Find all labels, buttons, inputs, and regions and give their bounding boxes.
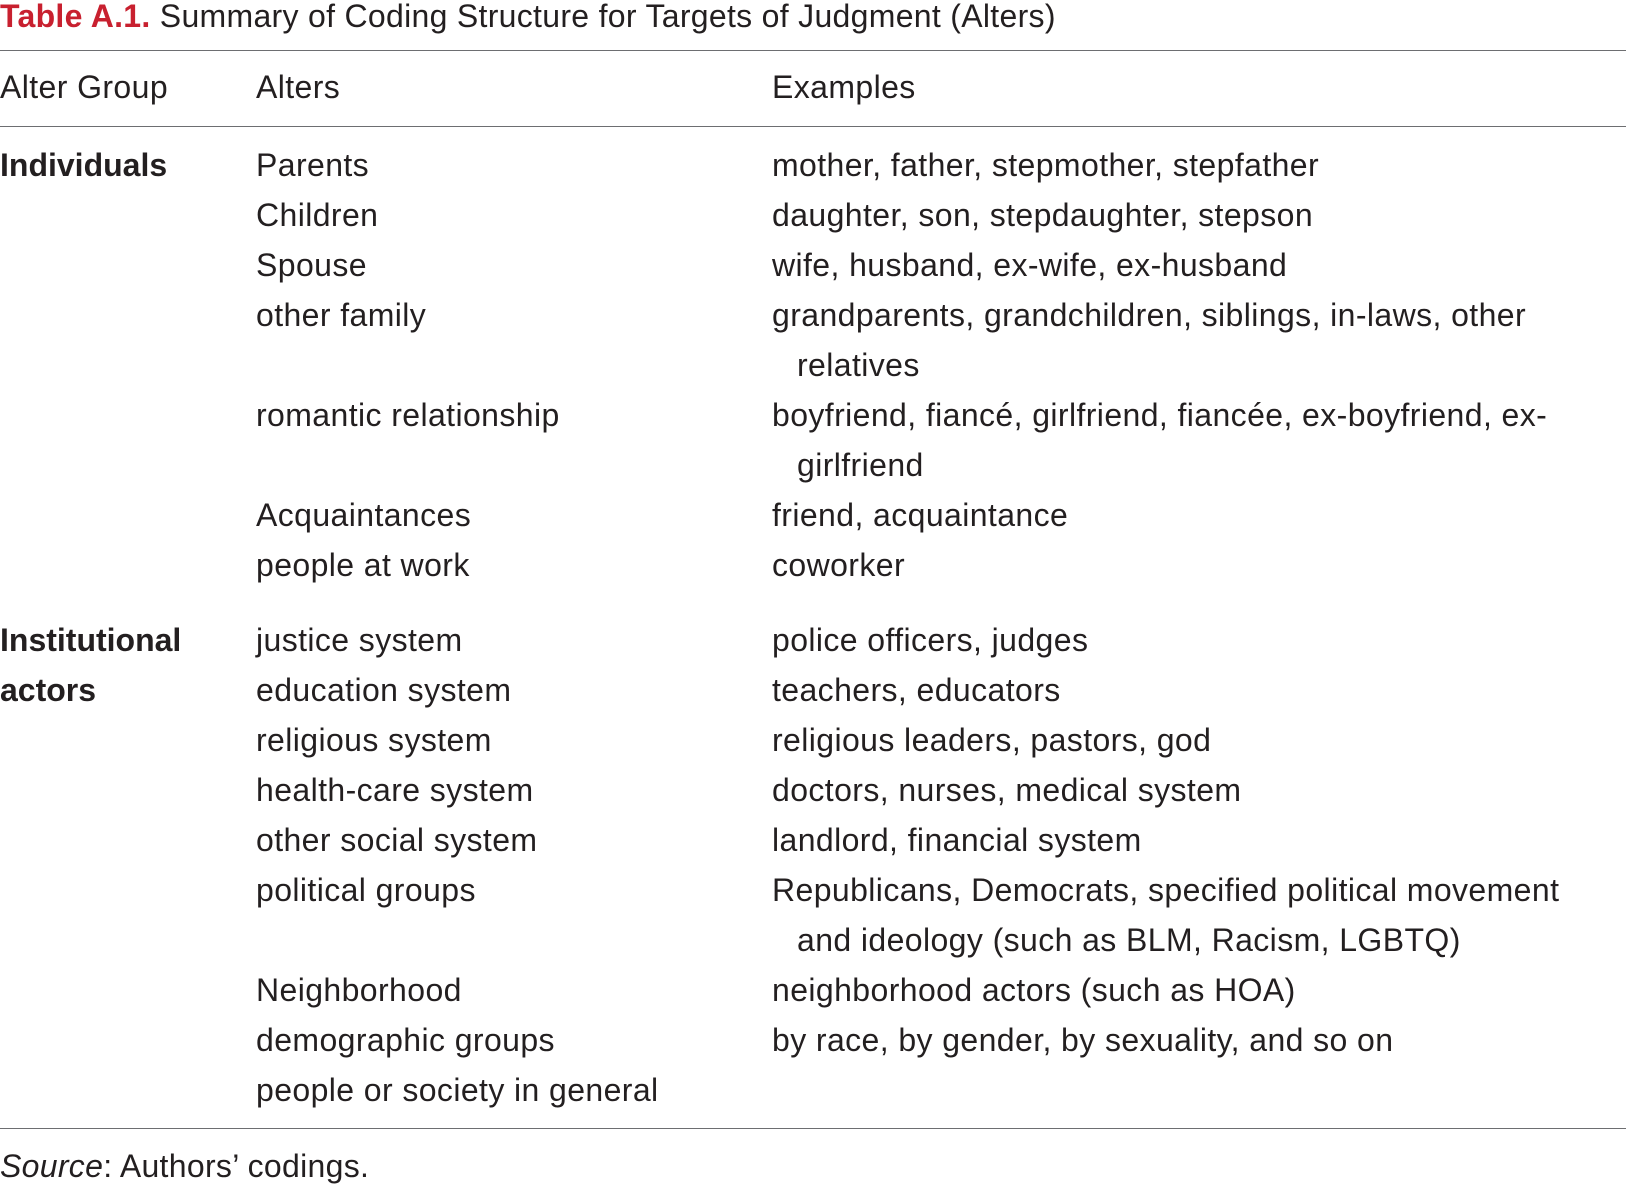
alter-cell: justice system: [256, 622, 463, 658]
alter-cell: demographic groups: [256, 1022, 555, 1058]
examples-cell: [772, 765, 1241, 815]
examples-line: coworker: [772, 547, 906, 583]
examples-cell: [772, 140, 1319, 190]
examples-cell: [772, 965, 1296, 1015]
examples-line: police officers, judges: [772, 622, 1089, 658]
examples-line: neighborhood actors (such as HOA): [772, 972, 1296, 1008]
alter-cell: political groups: [256, 872, 476, 908]
alter-group-label-line: Individuals: [0, 147, 168, 183]
examples-cell: [772, 815, 1142, 865]
examples-line: mother, father, stepmother, stepfather: [772, 147, 1320, 183]
examples-line: religious leaders, pastors, god: [772, 722, 1212, 758]
examples-line: doctors, nurses, medical system: [772, 772, 1242, 808]
alter-cell: Acquaintances: [256, 497, 472, 533]
examples-cell: [772, 240, 1287, 290]
alter-cell: Children: [256, 197, 379, 233]
examples-line: boyfriend, fiancé, girlfriend, fiancée, ex-boyfriend, ex-: [772, 397, 1548, 433]
examples-cell: [772, 865, 1559, 965]
examples-cell: [772, 540, 905, 590]
source-label: Source: [0, 1148, 104, 1184]
bottom-rule: [0, 1128, 1626, 1129]
examples-continuation-line: and ideology (such as BLM, Racism, LGBTQ): [797, 922, 1461, 958]
examples-cell: [772, 715, 1211, 765]
examples-line: grandparents, grandchildren, siblings, in-laws, other: [772, 297, 1527, 333]
table-caption: [0, 0, 1056, 44]
column-header-alters: Alters: [256, 69, 341, 105]
alter-cell: education system: [256, 672, 512, 708]
source-text: : Authors’ codings.: [103, 1148, 370, 1184]
alter-cell: Spouse: [256, 247, 367, 283]
alter-group-label: [0, 140, 167, 190]
alter-cell: other social system: [256, 822, 538, 858]
alter-cell: Parents: [256, 147, 370, 183]
examples-line: Republicans, Democrats, specified political movement: [772, 872, 1560, 908]
examples-cell: [772, 190, 1313, 240]
examples-cell: [772, 615, 1088, 665]
alter-cell: religious system: [256, 722, 492, 758]
examples-line: landlord, financial system: [772, 822, 1142, 858]
alter-cell: romantic relationship: [256, 397, 560, 433]
examples-line: wife, husband, ex-wife, ex-husband: [772, 247, 1288, 283]
header-rule: [0, 126, 1626, 127]
table-title: Summary of Coding Structure for Targets of Judgment (Alters): [159, 0, 1056, 34]
alter-cell: people or society in general: [256, 1072, 659, 1108]
alter-cell: people at work: [256, 547, 470, 583]
examples-line: friend, acquaintance: [772, 497, 1069, 533]
column-header-alter-group: Alter Group: [0, 69, 169, 105]
examples-cell: [772, 665, 1061, 715]
examples-cell: [772, 1015, 1393, 1065]
examples-cell: [772, 290, 1526, 390]
table-label: Table A.1.: [0, 0, 151, 34]
examples-continuation-line: relatives: [797, 347, 920, 383]
alter-cell: other family: [256, 297, 427, 333]
alter-cell: health-care system: [256, 772, 534, 808]
alter-cell: Neighborhood: [256, 972, 462, 1008]
examples-line: by race, by gender, by sexuality, and so on: [772, 1022, 1394, 1058]
alter-group-label-line: actors: [0, 672, 97, 708]
examples-line: teachers, educators: [772, 672, 1061, 708]
alter-group-label: [0, 615, 181, 715]
examples-cell: [772, 490, 1068, 540]
alter-group-label-line: Institutional: [0, 622, 182, 658]
top-rule: [0, 50, 1626, 51]
column-header-examples: Examples: [772, 69, 916, 105]
examples-line: daughter, son, stepdaughter, stepson: [772, 197, 1314, 233]
examples-continuation-line: girlfriend: [797, 447, 924, 483]
examples-cell: [772, 390, 1547, 490]
